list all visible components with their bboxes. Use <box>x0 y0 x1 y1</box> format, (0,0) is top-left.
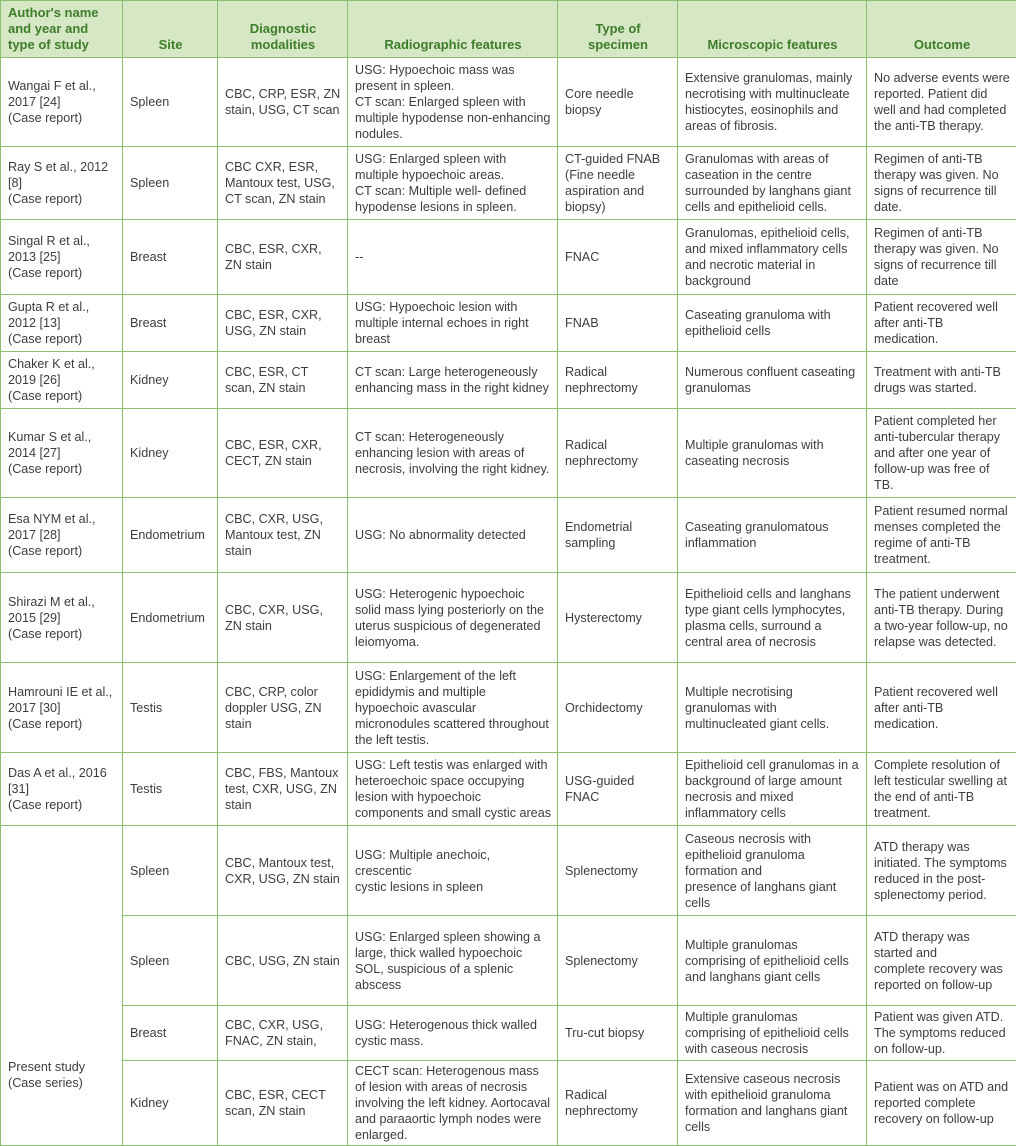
cell-specimen: Orchidectomy <box>558 663 678 753</box>
cell-author: Singal R et al., 2013 [25] (Case report) <box>1 220 123 295</box>
cell-microscopic: Extensive granulomas, mainly necrotising with multinucleate histiocytes, eosinophils and areas of fibrosis. <box>678 58 867 147</box>
cell-microscopic: Multiple granulomas with caseating necrosis <box>678 409 867 498</box>
cell-site: Testis <box>123 753 218 826</box>
cell-author: Kumar S et al., 2014 [27] (Case report) <box>1 409 123 498</box>
cell-specimen: Splenectomy <box>558 826 678 916</box>
cell-diagnostic: CBC, USG, ZN stain <box>218 916 348 1006</box>
cell-radiographic: CECT scan: Heterogenous mass of lesion with areas of necrosis involving the left kidney. Aortocaval and paraaortic lymph nodes were enlarged. <box>348 1061 558 1146</box>
cell-site: Breast <box>123 220 218 295</box>
cell-site: Spleen <box>123 147 218 220</box>
cell-diagnostic: CBC, CRP, ESR, ZN stain, USG, CT scan <box>218 58 348 147</box>
cell-outcome: Complete resolution of left testicular swelling at the end of anti-TB treatment. <box>867 753 1016 826</box>
cell-microscopic: Caseating granulomatous inflammation <box>678 498 867 573</box>
header-site: Site <box>123 1 218 58</box>
cell-site: Spleen <box>123 826 218 916</box>
table-row <box>1 58 1016 147</box>
cell-microscopic: Granulomas, epithelioid cells, and mixed inflammatory cells and necrotic material in background <box>678 220 867 295</box>
table-row <box>1 220 1016 295</box>
cell-specimen: Core needle biopsy <box>558 58 678 147</box>
cell-diagnostic: CBC, CRP, color doppler USG, ZN stain <box>218 663 348 753</box>
cell-microscopic: Extensive caseous necrosis with epithelioid granuloma formation and langhans giant cells <box>678 1061 867 1146</box>
table-row <box>1 1061 1016 1146</box>
cell-microscopic: Multiple granulomas comprising of epithelioid cells and langhans giant cells <box>678 916 867 1006</box>
cell-diagnostic: CBC, CXR, USG, Mantoux test, ZN stain <box>218 498 348 573</box>
cell-microscopic: Numerous confluent caseating granulomas <box>678 352 867 409</box>
cell-specimen: Radical nephrectomy <box>558 352 678 409</box>
cell-diagnostic: CBC, CXR, USG, FNAC, ZN stain, <box>218 1006 348 1061</box>
cell-radiographic: USG: Hypoechoic lesion with multiple internal echoes in right breast <box>348 295 558 352</box>
cell-diagnostic: CBC CXR, ESR, Mantoux test, USG, CT scan, ZN stain <box>218 147 348 220</box>
cell-diagnostic: CBC, ESR, CXR, ZN stain <box>218 220 348 295</box>
cell-radiographic: USG: No abnormality detected <box>348 498 558 573</box>
cell-specimen: Radical nephrectomy <box>558 1061 678 1146</box>
table-row <box>1 753 1016 826</box>
cell-specimen: Splenectomy <box>558 916 678 1006</box>
cell-outcome: Treatment with anti-TB drugs was started. <box>867 352 1016 409</box>
cell-diagnostic: CBC, ESR, CXR, CECT, ZN stain <box>218 409 348 498</box>
cell-radiographic: USG: Enlarged spleen with multiple hypoechoic areas. CT scan: Multiple well- defined hypodense lesions in spleen. <box>348 147 558 220</box>
cell-specimen: Radical nephrectomy <box>558 409 678 498</box>
cell-radiographic: -- <box>348 220 558 295</box>
cell-radiographic: USG: Multiple anechoic, crescentic cystic lesions in spleen <box>348 826 558 916</box>
cell-microscopic: Caseous necrosis with epithelioid granuloma formation and presence of langhans giant cells <box>678 826 867 916</box>
cell-microscopic: Epithelioid cell granulomas in a background of large amount necrosis and mixed inflammatory cells <box>678 753 867 826</box>
cell-outcome: ATD therapy was started and complete recovery was reported on follow-up <box>867 916 1016 1006</box>
cell-diagnostic: CBC, FBS, Mantoux test, CXR, USG, ZN stain <box>218 753 348 826</box>
cell-author: Ray S et al., 2012 [8] (Case report) <box>1 147 123 220</box>
cell-author: Chaker K et al., 2019 [26] (Case report) <box>1 352 123 409</box>
cell-diagnostic: CBC, ESR, CXR, USG, ZN stain <box>218 295 348 352</box>
cell-site: Kidney <box>123 409 218 498</box>
cell-outcome: Patient recovered well after anti-TB medication. <box>867 663 1016 753</box>
cell-site: Testis <box>123 663 218 753</box>
cell-site: Spleen <box>123 58 218 147</box>
cell-microscopic: Granulomas with areas of caseation in the centre surrounded by langhans giant cells and epithelioid cells. <box>678 147 867 220</box>
cell-outcome: Patient resumed normal menses completed the regime of anti-TB treatment. <box>867 498 1016 573</box>
table-row <box>1 352 1016 409</box>
cell-site: Kidney <box>123 352 218 409</box>
header-microscopic: Microscopic features <box>678 1 867 58</box>
cell-radiographic: USG: Left testis was enlarged with heteroechoic space occupying lesion with hypoechoic components and small cystic areas <box>348 753 558 826</box>
table-row <box>1 663 1016 753</box>
cell-site: Kidney <box>123 1061 218 1146</box>
cell-specimen: FNAC <box>558 220 678 295</box>
cell-author: Shirazi M et al., 2015 [29] (Case report) <box>1 573 123 663</box>
cell-microscopic: Multiple necrotising granulomas with multinucleated giant cells. <box>678 663 867 753</box>
cell-author: Gupta R et al., 2012 [13] (Case report) <box>1 295 123 352</box>
cell-site: Spleen <box>123 916 218 1006</box>
cell-author: Hamrouni IE et al., 2017 [30] (Case report) <box>1 663 123 753</box>
table-row <box>1 409 1016 498</box>
cell-author: Present study (Case series) <box>1 1006 123 1146</box>
cell-specimen: USG-guided FNAC <box>558 753 678 826</box>
cell-radiographic: CT scan: Large heterogeneously enhancing mass in the right kidney <box>348 352 558 409</box>
present-study-spacer <box>1 826 123 1006</box>
cell-outcome: Patient was on ATD and reported complete recovery on follow-up <box>867 1061 1016 1146</box>
cell-outcome: Regimen of anti-TB therapy was given. No signs of recurrence till date. <box>867 147 1016 220</box>
cell-outcome: Regimen of anti-TB therapy was given. No signs of recurrence till date <box>867 220 1016 295</box>
table-row <box>1 573 1016 663</box>
cell-outcome: The patient underwent anti-TB therapy. During a two-year follow-up, no relapse was detected. <box>867 573 1016 663</box>
cell-diagnostic: CBC, ESR, CECT scan, ZN stain <box>218 1061 348 1146</box>
cell-diagnostic: CBC, CXR, USG, ZN stain <box>218 573 348 663</box>
cell-site: Breast <box>123 1006 218 1061</box>
table-header <box>1 1 1016 58</box>
cell-radiographic: USG: Heterogenic hypoechoic solid mass lying posteriorly on the uterus suspicious of degenerated leiomyoma. <box>348 573 558 663</box>
cell-microscopic: Epithelioid cells and langhans type giant cells lymphocytes, plasma cells, surround a central area of necrosis <box>678 573 867 663</box>
cell-specimen: FNAB <box>558 295 678 352</box>
cell-radiographic: USG: Enlarged spleen showing a large, thick walled hypoechoic SOL, suspicious of a splenic abscess <box>348 916 558 1006</box>
cell-site: Endometrium <box>123 573 218 663</box>
cell-diagnostic: CBC, ESR, CT scan, ZN stain <box>218 352 348 409</box>
table-body <box>1 58 1016 1146</box>
cell-diagnostic: CBC, Mantoux test, CXR, USG, ZN stain <box>218 826 348 916</box>
cell-outcome: No adverse events were reported. Patient did well and had completed the anti-TB therapy. <box>867 58 1016 147</box>
table-row <box>1 826 1016 916</box>
cell-radiographic: USG: Enlargement of the left epididymis and multiple hypoechoic avascular micronodules scattered throughout the left testis. <box>348 663 558 753</box>
cell-specimen: CT-guided FNAB (Fine needle aspiration and biopsy) <box>558 147 678 220</box>
header-diagnostic: Diagnostic modalities <box>218 1 348 58</box>
cell-site: Endometrium <box>123 498 218 573</box>
header-author: Author's name and year and type of study <box>1 1 123 58</box>
header-outcome: Outcome <box>867 1 1016 58</box>
cell-microscopic: Caseating granuloma with epithelioid cells <box>678 295 867 352</box>
cell-specimen: Hysterectomy <box>558 573 678 663</box>
cell-author: Wangai F et al., 2017 [24] (Case report) <box>1 58 123 147</box>
cell-specimen: Tru-cut biopsy <box>558 1006 678 1061</box>
cell-radiographic: CT scan: Heterogeneously enhancing lesion with areas of necrosis, involving the right kidney. <box>348 409 558 498</box>
cell-microscopic: Multiple granulomas comprising of epithelioid cells with caseous necrosis <box>678 1006 867 1061</box>
header-specimen: Type of specimen <box>558 1 678 58</box>
cell-site: Breast <box>123 295 218 352</box>
cell-author: Das A et al., 2016 [31] (Case report) <box>1 753 123 826</box>
cell-outcome: Patient completed her anti-tubercular therapy and after one year of follow-up was free of TB. <box>867 409 1016 498</box>
cell-outcome: ATD therapy was initiated. The symptoms reduced in the post-splenectomy period. <box>867 826 1016 916</box>
table-row <box>1 498 1016 573</box>
cell-radiographic: USG: Hypoechoic mass was present in spleen. CT scan: Enlarged spleen with multiple hypodense non-enhancing nodules. <box>348 58 558 147</box>
cell-outcome: Patient was given ATD. The symptoms reduced on follow-up. <box>867 1006 1016 1061</box>
header-radiographic: Radiographic features <box>348 1 558 58</box>
table-row <box>1 1006 1016 1061</box>
table-row <box>1 147 1016 220</box>
table-row <box>1 916 1016 1006</box>
cell-outcome: Patient recovered well after anti-TB medication. <box>867 295 1016 352</box>
table-row <box>1 295 1016 352</box>
cell-radiographic: USG: Heterogenous thick walled cystic mass. <box>348 1006 558 1061</box>
cell-author: Esa NYM et al., 2017 [28] (Case report) <box>1 498 123 573</box>
cell-specimen: Endometrial sampling <box>558 498 678 573</box>
